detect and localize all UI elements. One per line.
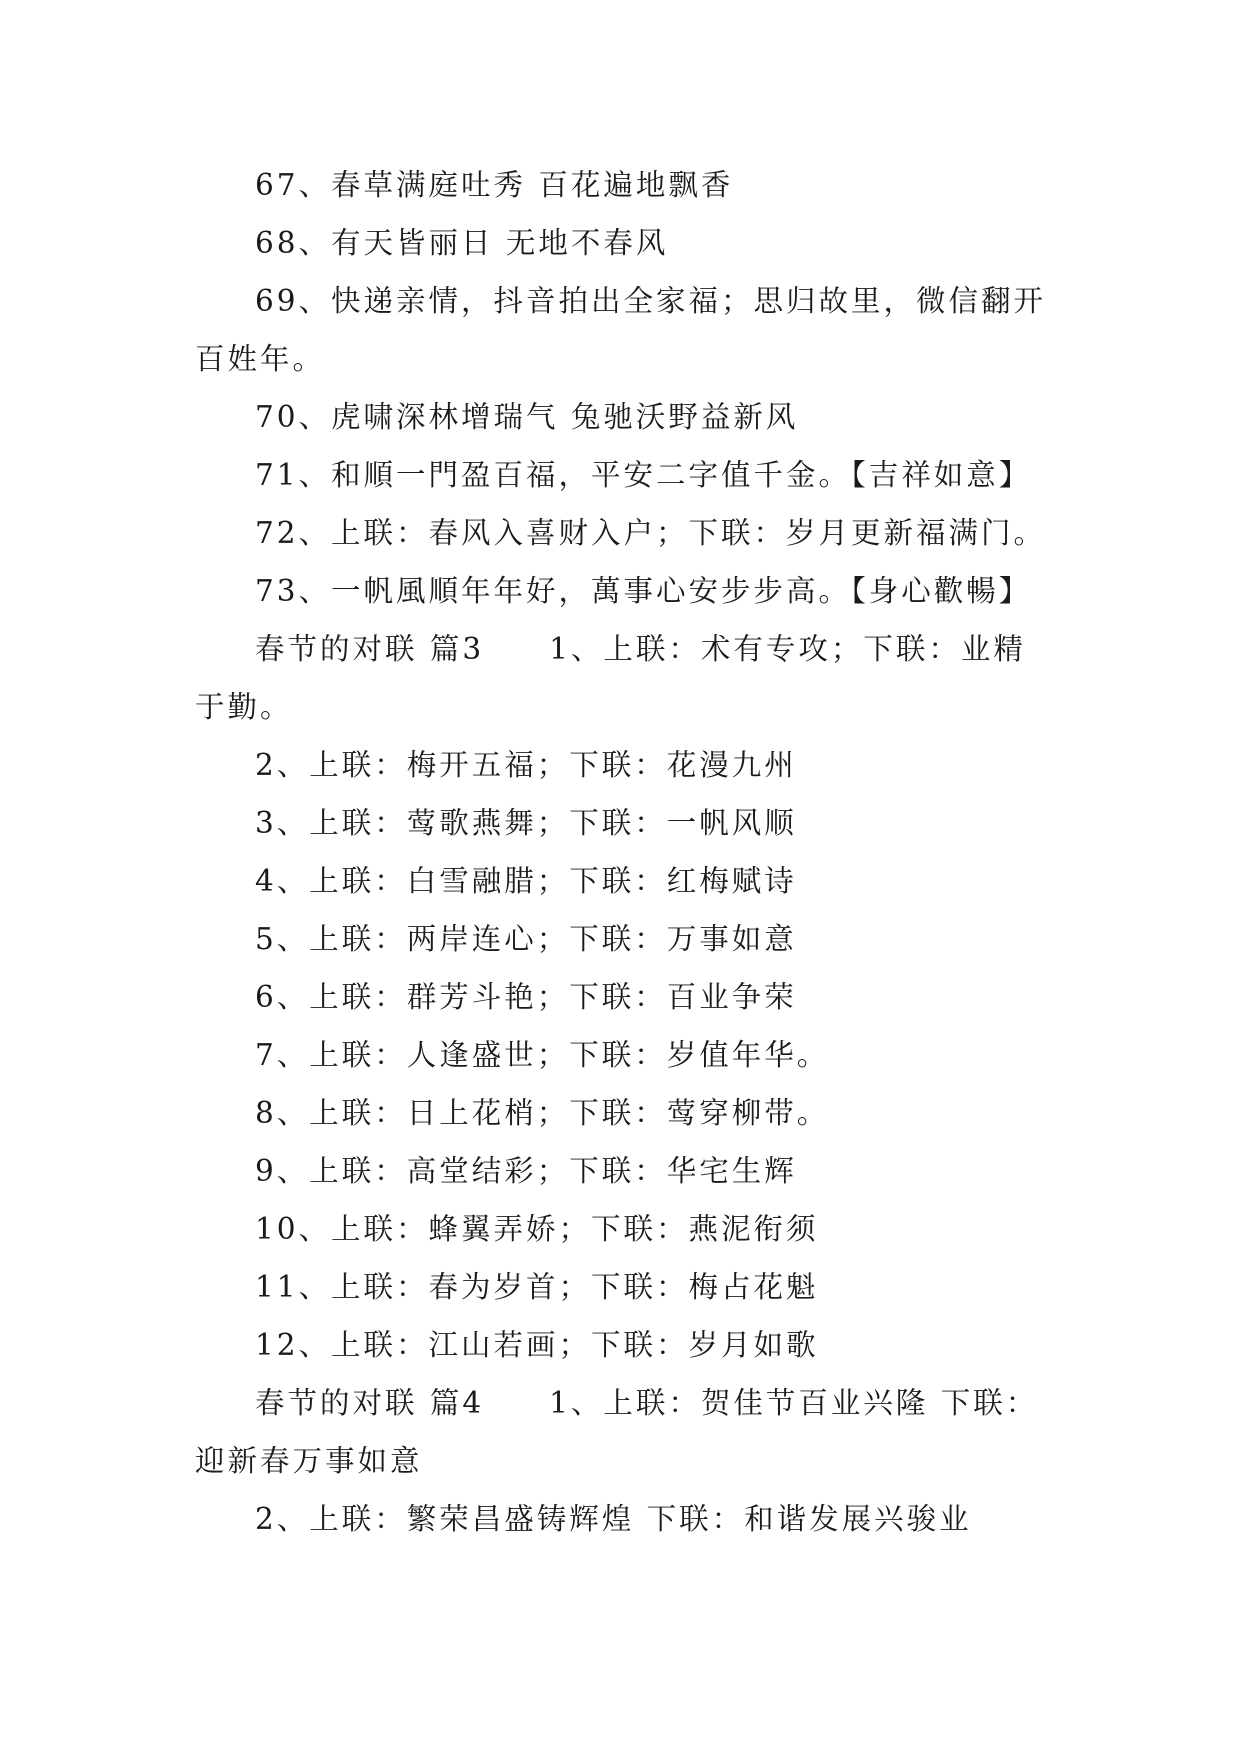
paragraph: 11、上联：春为岁首；下联：梅占花魁 <box>255 1270 819 1304</box>
paragraph: 67、春草满庭吐秀 百花遍地飘香 <box>255 168 734 202</box>
paragraph: 8、上联：日上花梢；下联：莺穿柳带。 <box>255 1096 830 1130</box>
paragraph: 4、上联：白雪融腊；下联：红梅赋诗 <box>255 864 797 898</box>
paragraph: 5、上联：两岸连心；下联：万事如意 <box>255 922 797 956</box>
paragraph: 2、上联：梅开五福；下联：花漫九州 <box>255 748 797 782</box>
paragraph: 9、上联：高堂结彩；下联：华宅生辉 <box>255 1154 797 1188</box>
paragraph: 72、上联：春风入喜财入户；下联：岁月更新福满门。 <box>255 516 1047 550</box>
paragraph: 73、一帆風順年年好，萬事心安步步高。【身心歡暢】 <box>255 574 1032 608</box>
paragraph: 7、上联：人逢盛世；下联：岁值年华。 <box>255 1038 830 1072</box>
paragraph: 3、上联：莺歌燕舞；下联：一帆风顺 <box>255 806 797 840</box>
paragraph: 70、虎啸深林增瑞气 兔驰沃野益新风 <box>255 400 799 434</box>
paragraph: 68、有天皆丽日 无地不春风 <box>255 226 669 260</box>
section-heading-paragraph: 春节的对联 篇3 1、上联：术有专攻；下联：业精于勤。 <box>195 632 1026 724</box>
paragraph: 12、上联：江山若画；下联：岁月如歌 <box>255 1328 819 1362</box>
paragraph: 10、上联：蜂翼弄娇；下联：燕泥衔须 <box>255 1212 819 1246</box>
paragraph: 2、上联：繁荣昌盛铸辉煌 下联：和谐发展兴骏业 <box>255 1502 972 1536</box>
paragraph: 6、上联：群芳斗艳；下联：百业争荣 <box>255 980 797 1014</box>
section-heading-paragraph: 春节的对联 篇4 1、上联：贺佳节百业兴隆 下联：迎新春万事如意 <box>195 1386 1039 1478</box>
paragraph: 69、快递亲情，抖音拍出全家福；思归故里，微信翻开百姓年。 <box>195 284 1047 376</box>
document-body <box>195 156 1055 1548</box>
paragraph: 71、和順一門盈百福，平安二字值千金。【吉祥如意】 <box>255 458 1032 492</box>
